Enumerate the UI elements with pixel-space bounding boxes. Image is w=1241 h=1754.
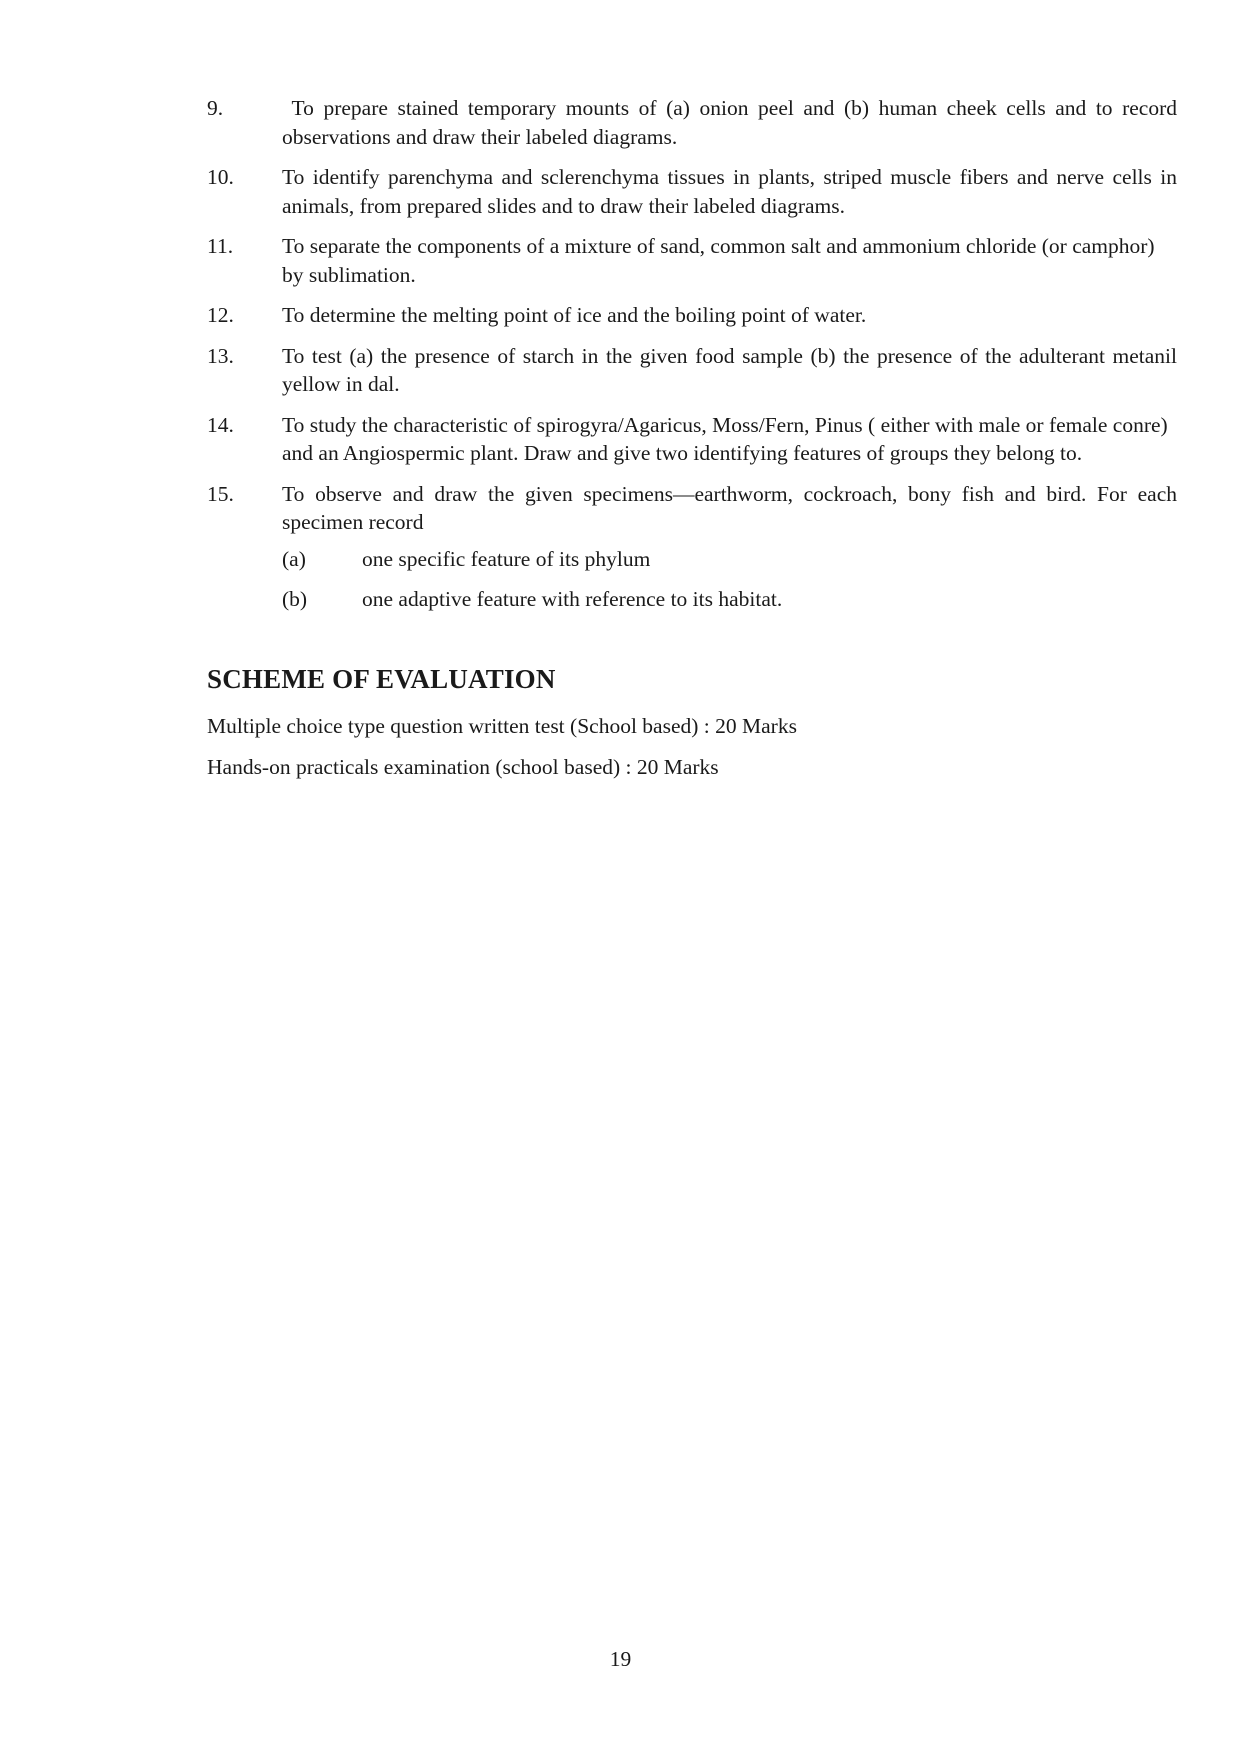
evaluation-line: Hands-on practicals examination (school based) : 20 Marks [207,755,719,779]
sub-list-item [282,585,1177,614]
sub-item-text: one specific feature of its phylum [362,546,651,571]
sub-item-label: (a) [282,546,306,571]
list-item [207,163,1177,220]
list-item [207,411,1177,468]
section-heading: SCHEME OF EVALUATION [207,664,556,694]
item-number: 10. [207,165,234,189]
item-number: 9. [207,96,224,120]
item-number: 13. [207,343,234,368]
item-text: To identify parenchyma and sclerenchyma tissues in plants, striped muscle fibers and nerve cells in animals, from prepared slides and to draw their labeled diagrams. [282,165,1177,218]
item-text: To prepare stained temporary mounts of (a) onion peel and (b) human cheek cells and to record observations and draw their labeled diagrams. [282,96,1183,149]
list-item [207,94,1183,151]
item-number: 14. [207,412,234,437]
item-text: To study the characteristic of spirogyra/Agaricus, Moss/Fern, Pinus ( either with male or female conre) and an Angiospermic plant. Draw and give two identifying features of groups they belong to. [282,412,1168,465]
sub-item-text: one adaptive feature with reference to its habitat. [362,587,783,611]
sub-item-label: (b) [282,587,308,611]
experiment-list [207,94,1183,626]
item-text: To separate the components of a mixture of sand, common salt and ammonium chloride (or camphor) by sublimation. [282,234,1155,287]
sub-list-item [282,545,1177,574]
list-item [207,301,1177,330]
page-number: 19 [609,1647,632,1671]
item-text: To test (a) the presence of starch in the given food sample (b) the presence of the adulterant metanil yellow in dal. [282,343,1177,396]
item-number: 15. [207,481,234,506]
item-number: 12. [207,303,234,327]
list-item [207,232,1177,289]
item-text: To determine the melting point of ice and the boiling point of water. [282,303,867,327]
evaluation-line: Multiple choice type question written test (School based) : 20 Marks [207,714,797,738]
sub-list [282,545,1177,614]
item-text: To observe and draw the given specimens—earthworm, cockroach, bony fish and bird. For each specimen record [282,481,1177,534]
item-number: 11. [207,234,234,258]
list-item [207,480,1177,614]
list-item [207,342,1177,399]
